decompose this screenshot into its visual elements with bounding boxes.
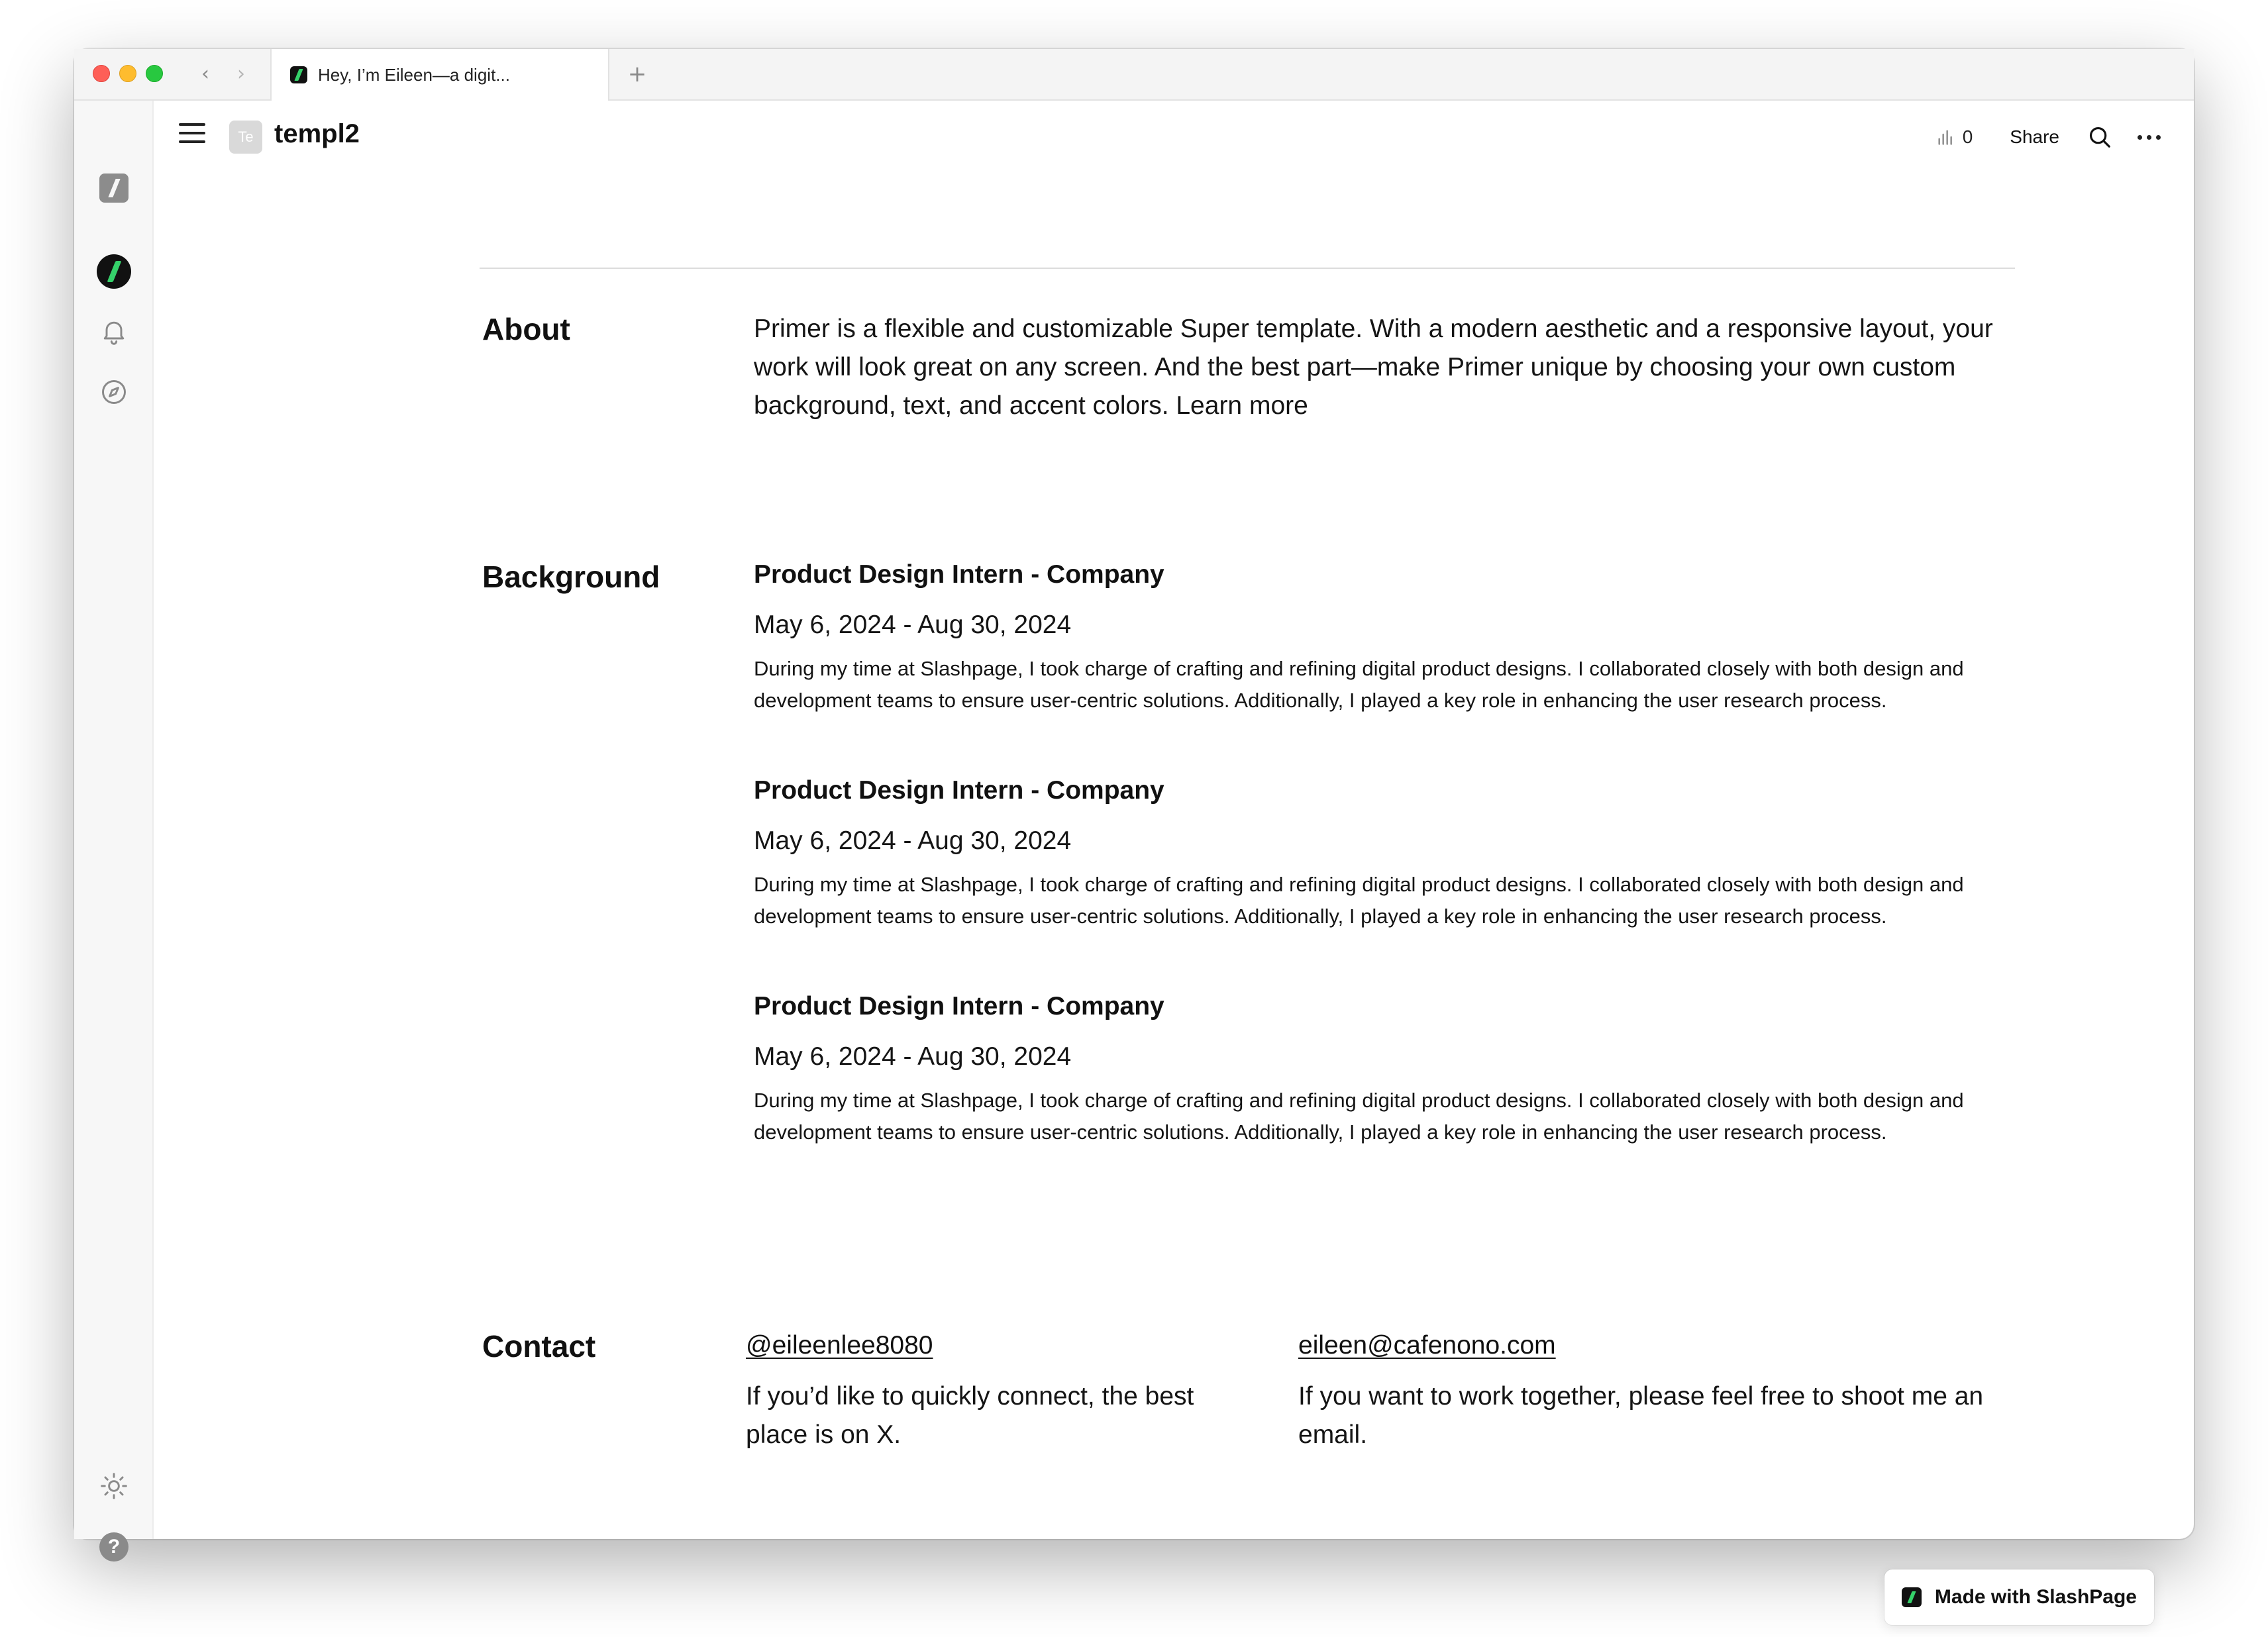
about-heading: About <box>482 312 570 346</box>
title-bar <box>74 49 2194 101</box>
search-icon[interactable] <box>2087 124 2112 150</box>
email-link[interactable]: eileen@cafenono.com <box>1298 1331 1556 1360</box>
browser-window <box>74 49 2194 1608</box>
contact-email <box>1298 1327 2027 1454</box>
compass-icon[interactable] <box>99 377 129 407</box>
new-tab-button[interactable]: + <box>627 61 647 87</box>
job-title: Product Design Intern - Company <box>754 992 1164 1020</box>
made-with-slashpage-badge[interactable] <box>1884 1569 2154 1625</box>
left-rail <box>74 101 154 1558</box>
minimize-window-button[interactable] <box>119 65 136 82</box>
badge-label: Made with SlashPage <box>1934 1586 2137 1608</box>
slashpage-favicon-icon <box>290 66 307 83</box>
about-text: Primer is a flexible and customizable Super template. With a modern aesthetic and a responsive layout, your work will look great on any screen. And the best part—make Primer unique by choosing your own custom background, text, and accent colors. Learn more <box>754 315 1993 420</box>
tab-title: Hey, I’m Eileen—a digit... <box>318 64 510 85</box>
contact-x-text: If you’d like to quickly connect, the best place is on X. <box>746 1382 1194 1449</box>
contact-email-text: If you want to work together, please feel free to shoot me an email. <box>1298 1382 1984 1449</box>
workspace-avatar[interactable] <box>97 254 131 289</box>
browser-tab[interactable] <box>270 49 609 101</box>
bell-icon[interactable] <box>99 317 129 346</box>
bar-chart-icon <box>1935 126 1956 148</box>
back-arrow-icon[interactable]: ‹ <box>201 62 209 85</box>
job-title: Product Design Intern - Company <box>754 776 1164 805</box>
page-content <box>154 174 2194 1608</box>
sun-icon[interactable] <box>99 1471 129 1501</box>
page-title[interactable]: templ2 <box>274 119 360 148</box>
background-heading: Background <box>482 560 660 594</box>
job-entry <box>754 556 2026 717</box>
x-handle-link[interactable]: @eileenlee8080 <box>746 1331 933 1360</box>
close-window-button[interactable] <box>93 65 110 82</box>
share-button[interactable]: Share <box>2010 126 2059 147</box>
job-dates: May 6, 2024 - Aug 30, 2024 <box>754 611 1072 639</box>
more-icon[interactable] <box>2138 135 2161 140</box>
job-dates: May 6, 2024 - Aug 30, 2024 <box>754 826 1072 855</box>
page-icon: Te <box>229 121 262 154</box>
job-title: Product Design Intern - Company <box>754 560 1164 589</box>
slashpage-badge-icon <box>1902 1587 1922 1607</box>
header-actions <box>1935 121 2161 154</box>
job-entry <box>754 988 2026 1148</box>
job-entry <box>754 772 2026 932</box>
job-description: During my time at Slashpage, I took charge of crafting and refining digital product designs. I collaborated closely with both design and development teams to ensure user-centric solutions. Additionally, I played a key role in enhancing the user research process. <box>754 873 1964 928</box>
zoom-window-button[interactable] <box>146 65 163 82</box>
forward-arrow-icon[interactable]: › <box>237 62 245 85</box>
job-description: During my time at Slashpage, I took charge of crafting and refining digital product designs. I collaborated closely with both design and development teams to ensure user-centric solutions. Additionally, I played a key role in enhancing the user research process. <box>754 1089 1964 1144</box>
views-stat[interactable] <box>1935 126 1973 148</box>
slashpage-logo-icon[interactable] <box>99 174 129 203</box>
menu-icon[interactable] <box>179 123 205 150</box>
job-description: During my time at Slashpage, I took charge of crafting and refining digital product designs. I collaborated closely with both design and development teams to ensure user-centric solutions. Additionally, I played a key role in enhancing the user research process. <box>754 657 1964 712</box>
help-icon[interactable]: ? <box>99 1532 129 1562</box>
divider <box>480 268 2015 269</box>
contact-heading: Contact <box>482 1329 596 1364</box>
contact-x <box>746 1327 1249 1454</box>
job-dates: May 6, 2024 - Aug 30, 2024 <box>754 1042 1072 1071</box>
page-header <box>154 101 2194 174</box>
views-count: 0 <box>1962 126 1973 147</box>
